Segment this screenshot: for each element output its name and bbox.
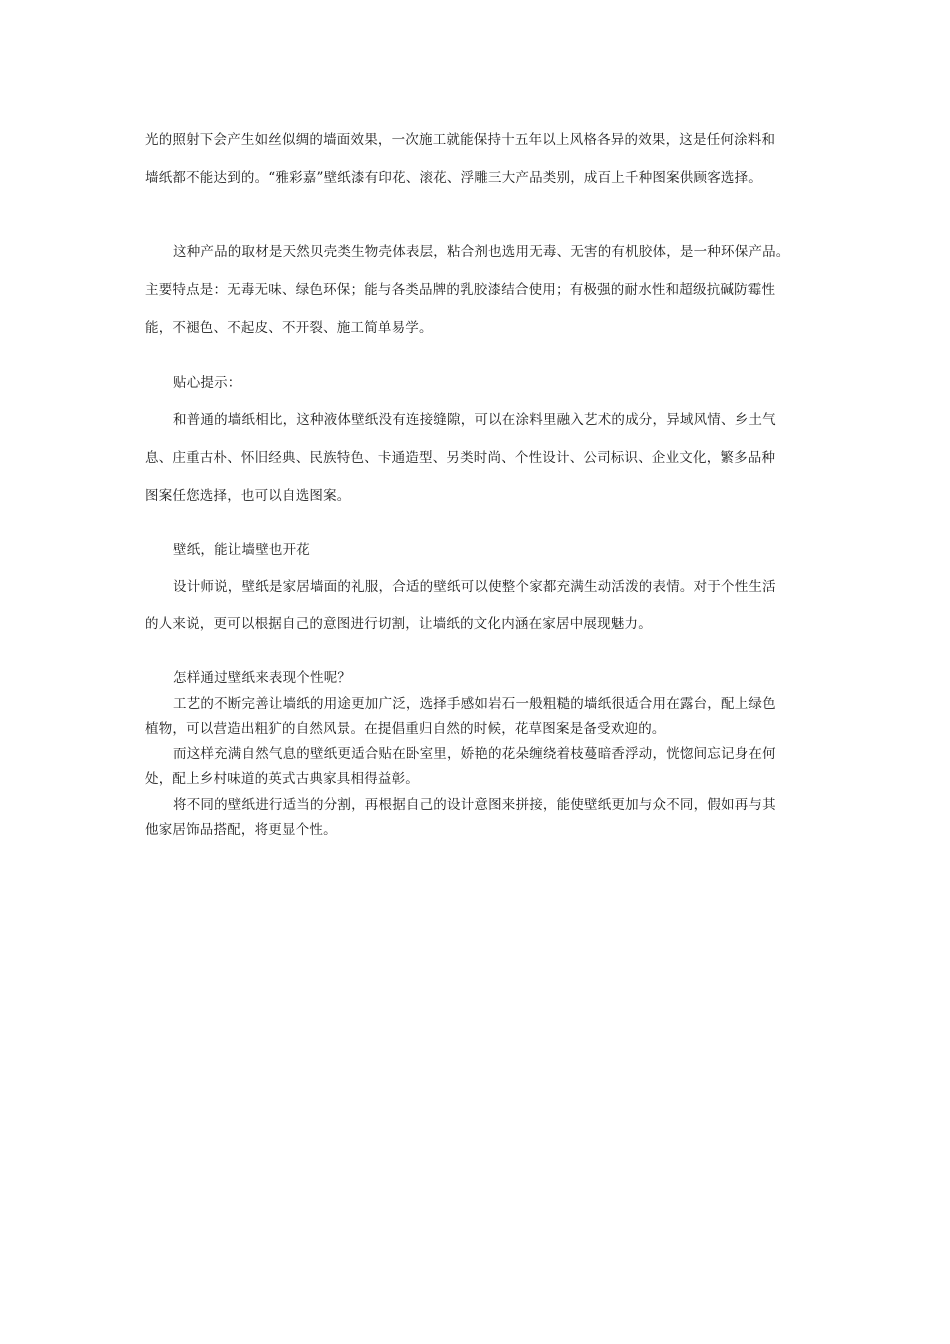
paragraph-line: 这种产品的取材是天然贝壳类生物壳体表层，粘合剂也选用无毒、无害的有机胶体，是一种环保产品。 xyxy=(173,244,790,260)
paragraph-line: 植物，可以营造出粗犷的自然风景。在提倡重归自然的时候，花草图案是备受欢迎的。 xyxy=(145,721,666,737)
paragraph-line: 他家居饰品搭配，将更显个性。 xyxy=(145,822,337,838)
paragraph-line: 设计师说，壁纸是家居墙面的礼服，合适的壁纸可以使整个家都充满生动活泼的表情。对于个性生活 xyxy=(173,579,776,595)
paragraph-line: 的人来说，更可以根据自己的意图进行切割，让墙纸的文化内涵在家居中展现魅力。 xyxy=(145,616,652,632)
paragraph-line: 光的照射下会产生如丝似绸的墙面效果，一次施工就能保持十五年以上风格各异的效果，这是任何涂料和 xyxy=(145,132,776,148)
paragraph-line: 墙纸都不能达到的。“雅彩嘉”壁纸漆有印花、滚花、浮雕三大产品类别，成百上千种图案供顾客选择。 xyxy=(145,170,763,186)
paragraph-line: 能，不褪色、不起皮、不开裂、施工简单易学。 xyxy=(145,320,433,336)
paragraph-line: 息、庄重古朴、怀旧经典、民族特色、卡通造型、另类时尚、个性设计、公司标识、企业文化，繁多品种 xyxy=(145,450,776,466)
paragraph-line: 处，配上乡村味道的英式古典家具相得益彰。 xyxy=(145,771,419,787)
paragraph-line: 和普通的墙纸相比，这种液体壁纸没有连接缝隙，可以在涂料里融入艺术的成分，异域风情、乡土气 xyxy=(173,412,776,428)
section-heading: 壁纸，能让墙壁也开花 xyxy=(173,542,310,558)
paragraph-line: 主要特点是：无毒无味、绿色环保；能与各类品牌的乳胶漆结合使用；有极强的耐水性和超级抗碱防霉性 xyxy=(145,282,776,298)
section-heading: 贴心提示： xyxy=(173,375,242,391)
paragraph-line: 工艺的不断完善让墙纸的用途更加广泛，选择手感如岩石一般粗糙的墙纸很适合用在露台，配上绿色 xyxy=(173,696,776,712)
paragraph-line: 图案任您选择，也可以自选图案。 xyxy=(145,488,351,504)
paragraph-line: 将不同的壁纸进行适当的分割，再根据自己的设计意图来拼接，能使壁纸更加与众不同，假如再与其 xyxy=(173,797,776,813)
paragraph-line: 而这样充满自然气息的壁纸更适合贴在卧室里，娇艳的花朵缠绕着枝蔓暗香浮动，恍惚间忘记身在何 xyxy=(173,746,776,762)
section-heading: 怎样通过壁纸来表现个性呢？ xyxy=(173,670,352,686)
